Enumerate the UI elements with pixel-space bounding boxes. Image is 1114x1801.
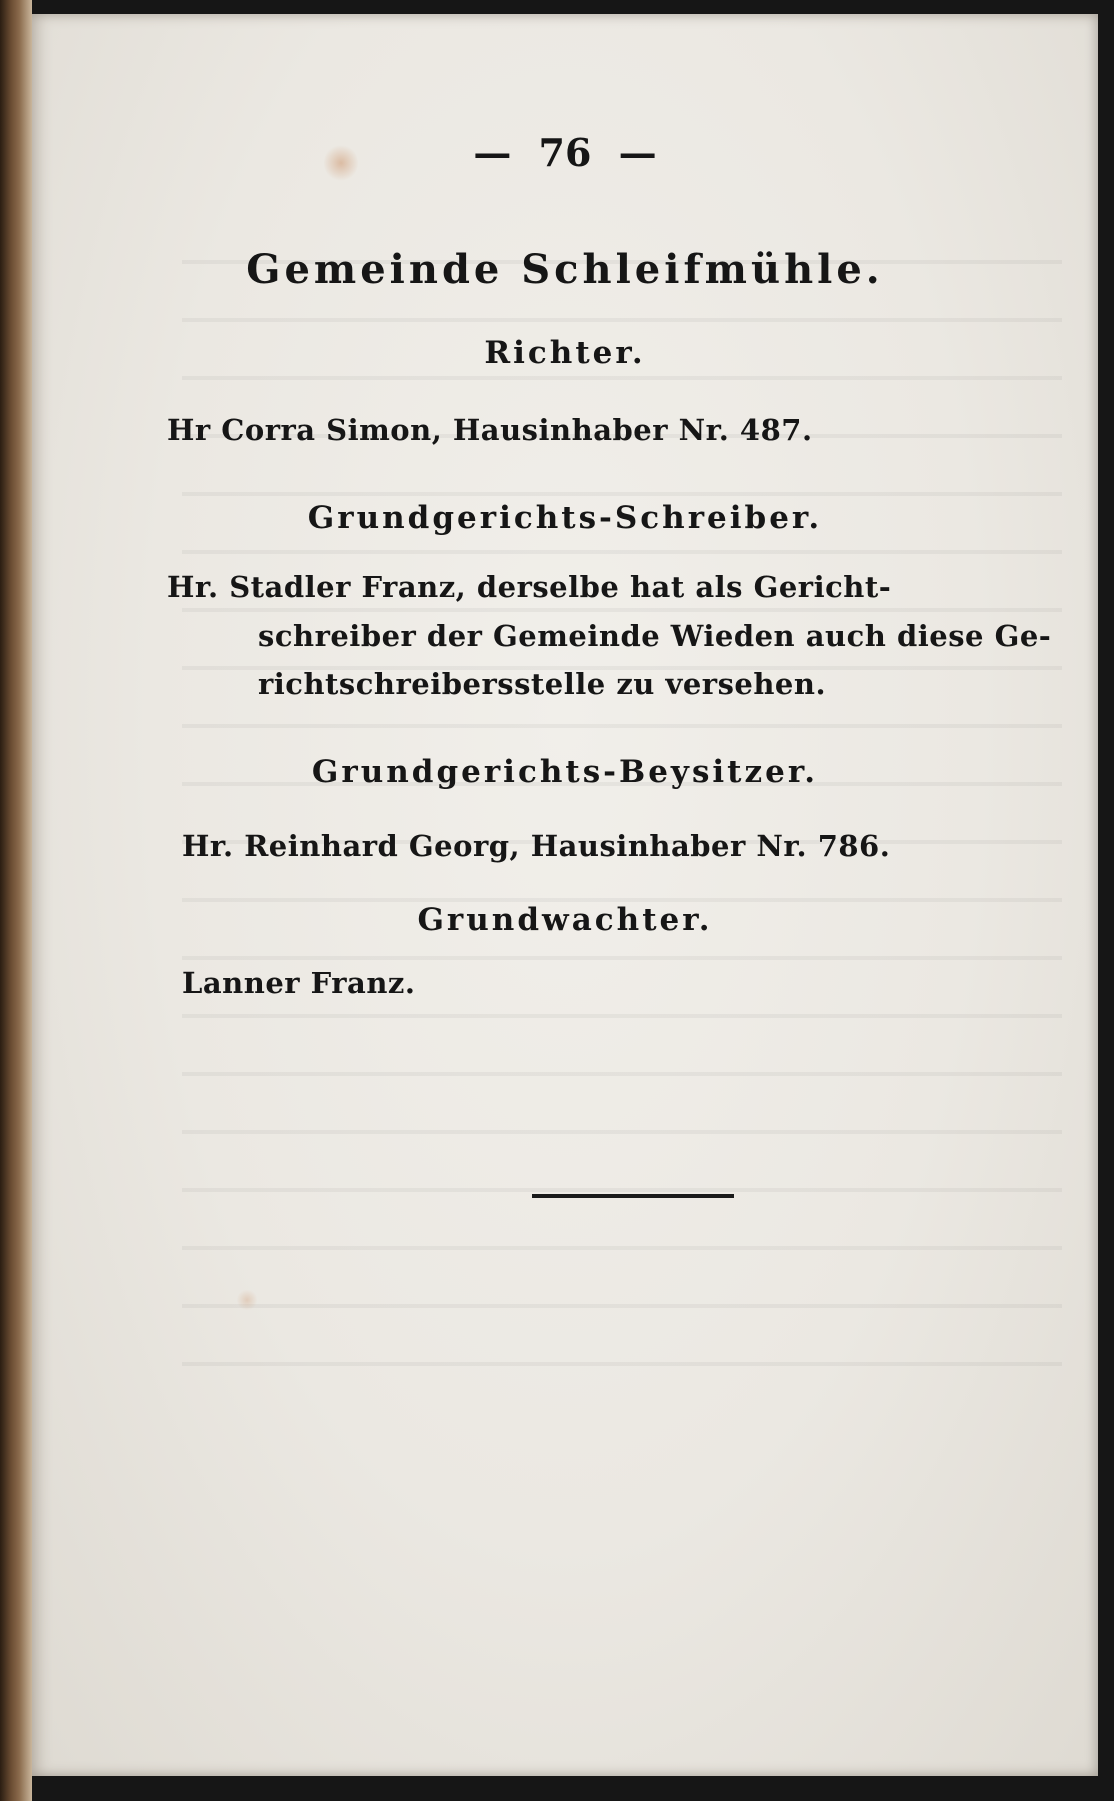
page-heading: Gemeinde Schleifmühle. xyxy=(246,246,884,293)
page-number: — 76 — xyxy=(473,130,657,175)
richter-entry: Hr Corra Simon, Hausinhaber Nr. 487. xyxy=(167,413,813,447)
schreiber-entry-line: Hr. Stadler Franz, derselbe hat als Gericht- xyxy=(167,570,892,604)
book-page xyxy=(32,14,1098,1776)
foxing-stain xyxy=(237,1289,257,1311)
beysitzer-entry: Hr. Reinhard Georg, Hausinhaber Nr. 786. xyxy=(182,829,891,863)
section-divider-rule xyxy=(532,1194,734,1198)
section-title-richter: Richter. xyxy=(484,335,646,371)
reverse-side-bleed-through xyxy=(182,214,1062,1414)
wachter-entry: Lanner Franz. xyxy=(182,966,416,1000)
schreiber-entry-line: schreiber der Gemeinde Wieden auch diese Ge- xyxy=(258,619,1052,653)
section-title-schreiber: Grundgerichts-Schreiber. xyxy=(307,500,823,536)
section-title-wachter: Grundwachter. xyxy=(417,902,713,938)
schreiber-entry-line: richtschreibersstelle zu versehen. xyxy=(258,667,827,701)
section-title-beysitzer: Grundgerichts-Beysitzer. xyxy=(311,754,819,790)
book-binding-edge xyxy=(0,0,32,1801)
